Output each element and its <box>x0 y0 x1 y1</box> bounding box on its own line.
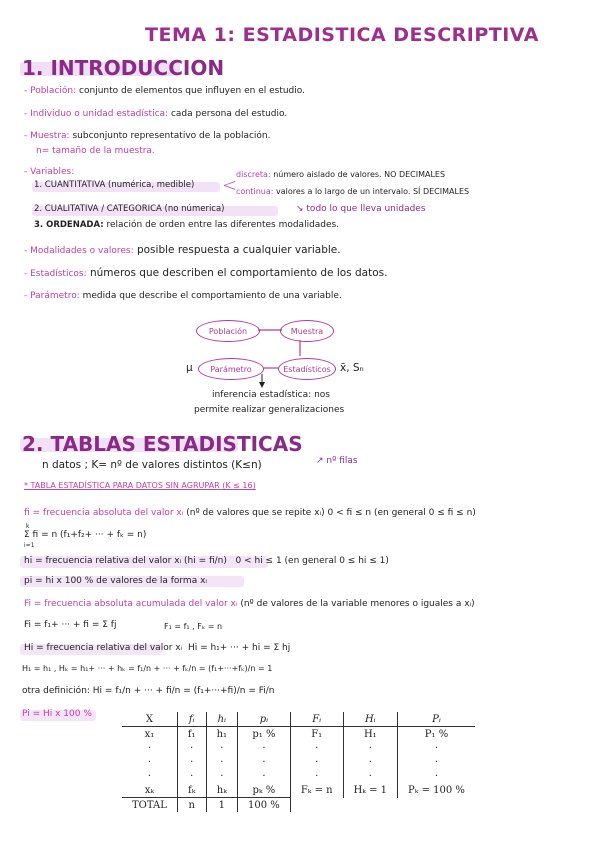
cell: · <box>122 741 177 755</box>
fi-sum: Σ fi = n (f₁+f₂+ ··· + fₖ = n) <box>24 530 147 540</box>
cell: · <box>343 755 397 769</box>
cell: · <box>238 755 291 769</box>
mu-symbol: μ <box>186 362 193 374</box>
muestra-line: - Muestra: subconjunto representativo de la población. <box>24 131 271 141</box>
fi-line: fi = frecuencia absoluta del valor xᵢ (nº de valores que se repite xᵢ) 0 < fi ≤ n (en general 0 ≤ fi ≤ n) <box>24 508 476 518</box>
fi-sum-bot: i=1 <box>24 542 35 549</box>
cell: · <box>206 755 237 769</box>
Hi-line: Hi = frecuencia relativa del valor xᵢ Hi = h₁+ ··· + hi = Σ hj <box>24 643 291 653</box>
cell <box>398 798 475 813</box>
cell: TOTAL <box>122 798 177 813</box>
cell: h₁ <box>206 727 237 742</box>
cell: fₖ <box>177 783 206 798</box>
individuo-line: - Individuo o unidad estadística: cada persona del estudio. <box>24 109 288 119</box>
cell: · <box>238 741 291 755</box>
poblacion-line: - Población: conjunto de elementos que influyen en el estudio. <box>24 86 305 96</box>
header-pi: pᵢ <box>238 712 291 727</box>
Fi-line: Fi = frecuencia absoluta acumulada del valor xᵢ (nº de valores de la variable menores o iguales a xᵢ) <box>24 599 475 609</box>
table-row <box>122 741 475 755</box>
cell: · <box>434 770 439 782</box>
header-x: X <box>122 712 177 727</box>
cell: Hₖ = 1 <box>343 783 397 798</box>
cell: p₁ % <box>238 727 291 742</box>
cell: H₁ <box>343 727 397 742</box>
var-cuantitativa: 1. CUANTITATIVA (numérica, medible) <box>34 180 195 190</box>
node-parametro: Parámetro <box>198 358 264 380</box>
header-Pi: Pᵢ <box>398 712 475 727</box>
cell: hₖ <box>206 783 237 798</box>
Hi-line2: H₁ = h₁ , Hₖ = h₁+ ··· + hₖ = f₁/n + ··· + fₖ/n = (f₁+···+fₖ)/n = 1 <box>22 664 273 673</box>
table-row <box>122 727 475 742</box>
cell: · <box>434 742 439 754</box>
table-row <box>122 783 475 798</box>
table-row <box>122 769 475 783</box>
datos-line: n datos ; K= nº de valores distintos (K≤n) <box>42 459 262 471</box>
fi-sum-top: k <box>26 523 30 530</box>
cell: 100 % <box>238 798 291 813</box>
cell: Fₖ = n <box>290 783 343 798</box>
cell: xₖ <box>122 783 177 798</box>
cell: · <box>177 769 206 783</box>
pi-line: pi = hi x 100 % de valores de la forma xᵢ <box>24 576 208 586</box>
parametro-line: - Parámetro: medida que describe el comportamiento de una variable. <box>24 291 342 301</box>
cell: · <box>177 741 206 755</box>
cell <box>343 798 397 813</box>
header-hi: hᵢ <box>206 712 237 727</box>
page-title: TEMA 1: ESTADISTICA DESCRIPTIVA <box>145 24 539 46</box>
tabla-title: * TABLA ESTADÍSTICA PARA DATOS SIN AGRUPAR (K ≤ 16) <box>24 481 256 490</box>
header-Fi: Fᵢ <box>290 712 343 727</box>
table-header-row <box>122 712 475 727</box>
header-Hi: Hᵢ <box>343 712 397 727</box>
cell <box>290 798 343 813</box>
Fi-formula: Fi = f₁+ ··· + fi = Σ fj <box>24 620 117 630</box>
cell: · <box>290 755 343 769</box>
cell: pₖ % <box>238 783 291 798</box>
cell: · <box>206 741 237 755</box>
hi-line: hi = frecuencia relativa del valor xᵢ (hi = fi/n) 0 < hi ≤ 1 (en general 0 ≤ hi ≤ 1) <box>24 556 389 566</box>
inferencia-line: inferencia estadística: nos <box>212 390 330 400</box>
inferencia-line2: permite realizar generalizaciones <box>194 405 345 415</box>
cell: n <box>177 798 206 813</box>
cell: 1 <box>206 798 237 813</box>
Fi-cases: F₁ = f₁ , Fₖ = n <box>164 622 223 631</box>
cell: Pₖ = 100 % <box>408 784 465 796</box>
frequency-table <box>122 712 475 812</box>
cell: · <box>290 741 343 755</box>
cell: · <box>177 755 206 769</box>
variables-key: - Variables: <box>24 167 75 177</box>
node-estadisticos: Estadísticos <box>278 358 336 380</box>
var-cualitativa: 2. CUALITATIVA / CATEGORICA (no númerica) <box>34 204 225 214</box>
cell: · <box>238 769 291 783</box>
cell: f₁ <box>177 727 206 742</box>
otra-definicion: otra definición: Hi = f₁/n + ··· + fi/n = (f₁+···+fi)/n = Fi/n <box>22 686 275 696</box>
unidades-note: ↘ todo lo que lleva unidades <box>296 204 426 214</box>
cell: · <box>122 755 177 769</box>
cell: · <box>343 769 397 783</box>
cell: · <box>206 769 237 783</box>
cell: P₁ % <box>424 728 449 740</box>
table-row <box>122 755 475 769</box>
node-muestra: Muestra <box>280 320 334 342</box>
xs-symbol: x̄, Sₙ <box>340 362 364 374</box>
muestra-n: n= tamaño de la muestra. <box>36 146 155 156</box>
var-ordenada: 3. ORDENADA: relación de orden entre las diferentes modalidades. <box>34 220 340 230</box>
modalidades-line: - Modalidades o valores: posible respuesta a cualquier variable. <box>24 244 341 256</box>
Pi-line: Pi = Hi x 100 % <box>22 709 92 719</box>
cell: x₁ <box>122 727 177 742</box>
cell: · <box>290 769 343 783</box>
continua-line: continua: valores a lo largo de un intervalo. SÍ DECIMALES <box>236 187 470 196</box>
header-fi: fᵢ <box>177 712 206 727</box>
discreta-line: discreta: número aislado de valores. NO DECIMALES <box>236 170 446 179</box>
section-1-heading: 1. INTRODUCCION <box>22 56 225 80</box>
cell: F₁ <box>290 727 343 742</box>
filas-note: ↗ nº filas <box>316 456 358 466</box>
node-poblacion: Población <box>196 320 260 342</box>
section-2-heading: 2. TABLAS ESTADISTICAS <box>22 432 303 456</box>
table-row-total <box>122 798 475 813</box>
cell: · <box>122 769 177 783</box>
estadisticos-line: - Estadísticos: números que describen el comportamiento de los datos. <box>24 267 388 279</box>
cell: · <box>343 741 397 755</box>
cell: · <box>434 756 439 768</box>
brace: < <box>222 175 238 196</box>
